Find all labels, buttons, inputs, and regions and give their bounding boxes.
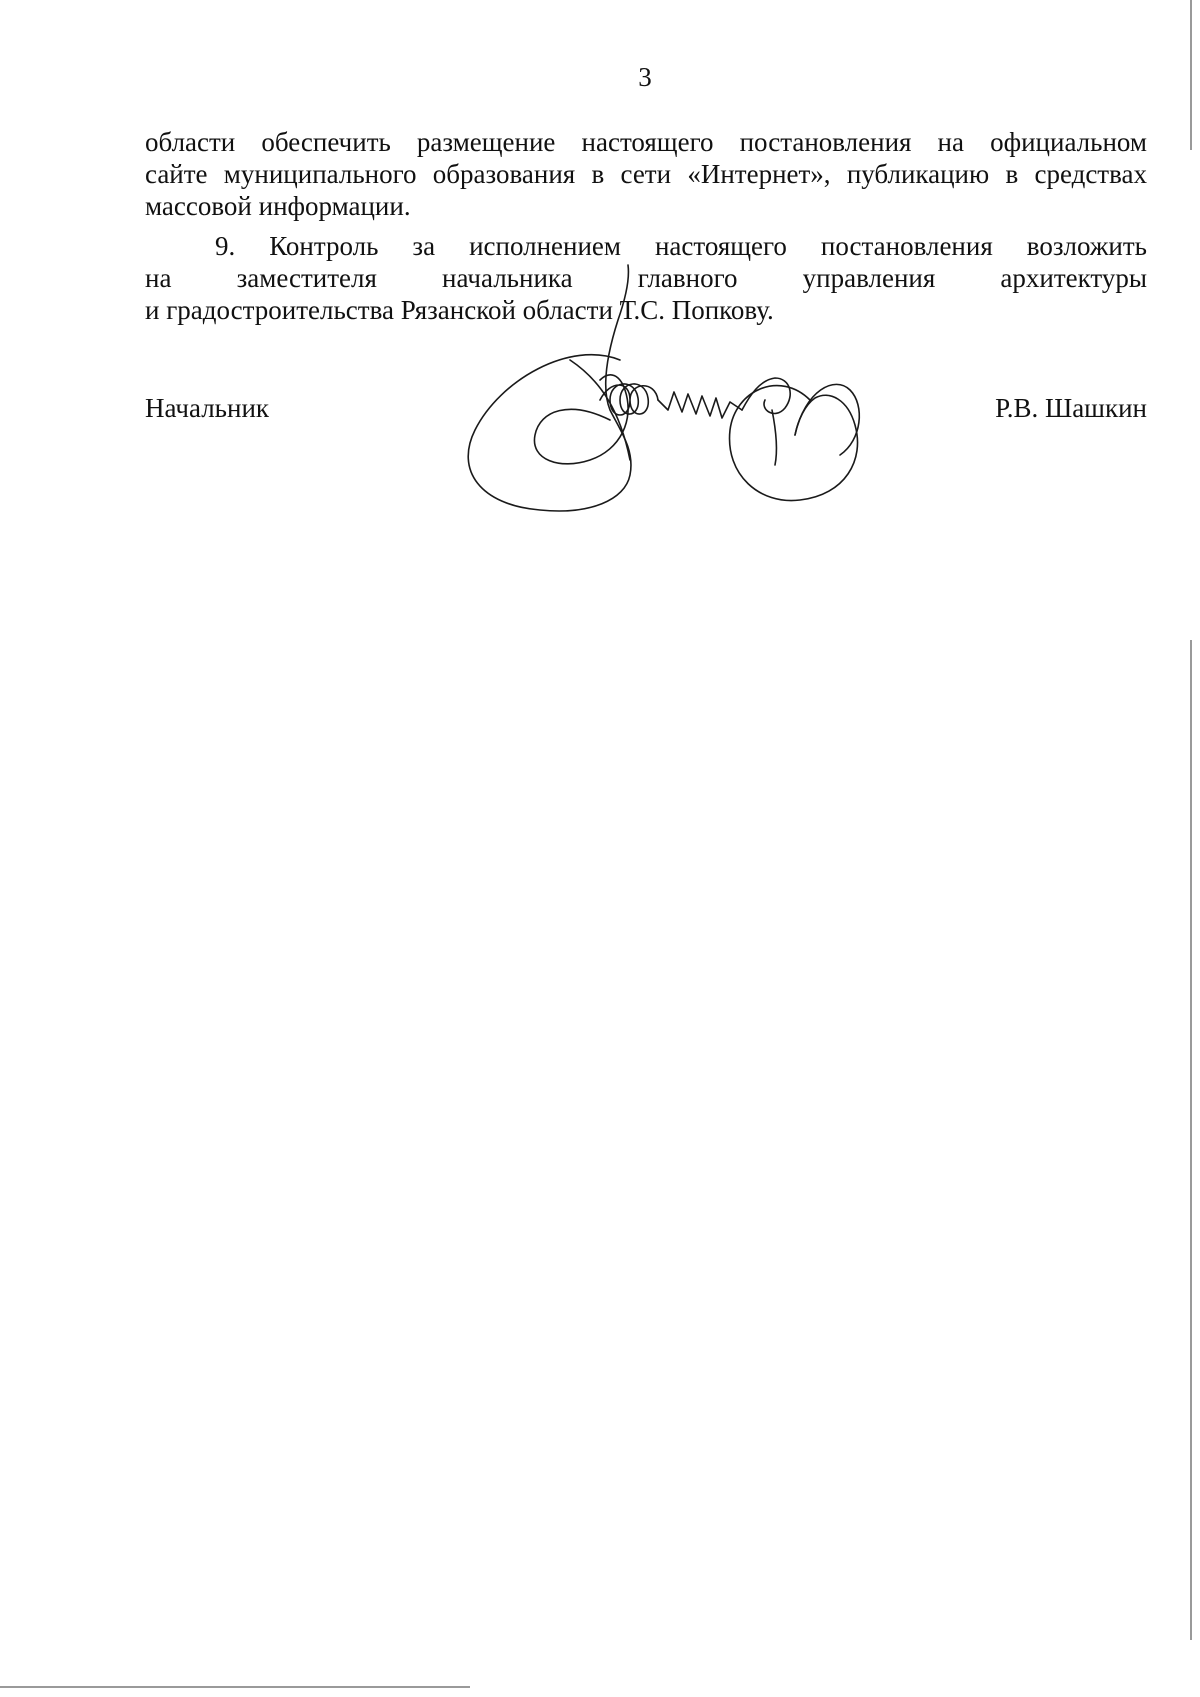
text-line: на заместителя начальника главного управления архитектуры [145,263,1147,293]
scan-edge-line [1190,0,1192,150]
text-line: области обеспечить размещение настоящего постановления на официальном [145,127,1147,157]
page-number: 3 [638,62,652,92]
text-line: и градостроительства Рязанской области Т.С. Попкову. [145,295,774,325]
text-line: 9. Контроль за исполнением настоящего постановления возложить [215,231,1147,261]
signatory-name: Р.В. Шашкин [995,393,1147,423]
position-title: Начальник [145,393,270,423]
text-line: сайте муниципального образования в сети «Интернет», публикацию в средствах [145,159,1147,189]
handwritten-signature [460,260,920,520]
scan-edge-line [1190,640,1192,1640]
scan-edge-line [0,1686,470,1688]
paragraph-8-continuation [145,126,1147,222]
text-line: массовой информации. [145,191,411,221]
